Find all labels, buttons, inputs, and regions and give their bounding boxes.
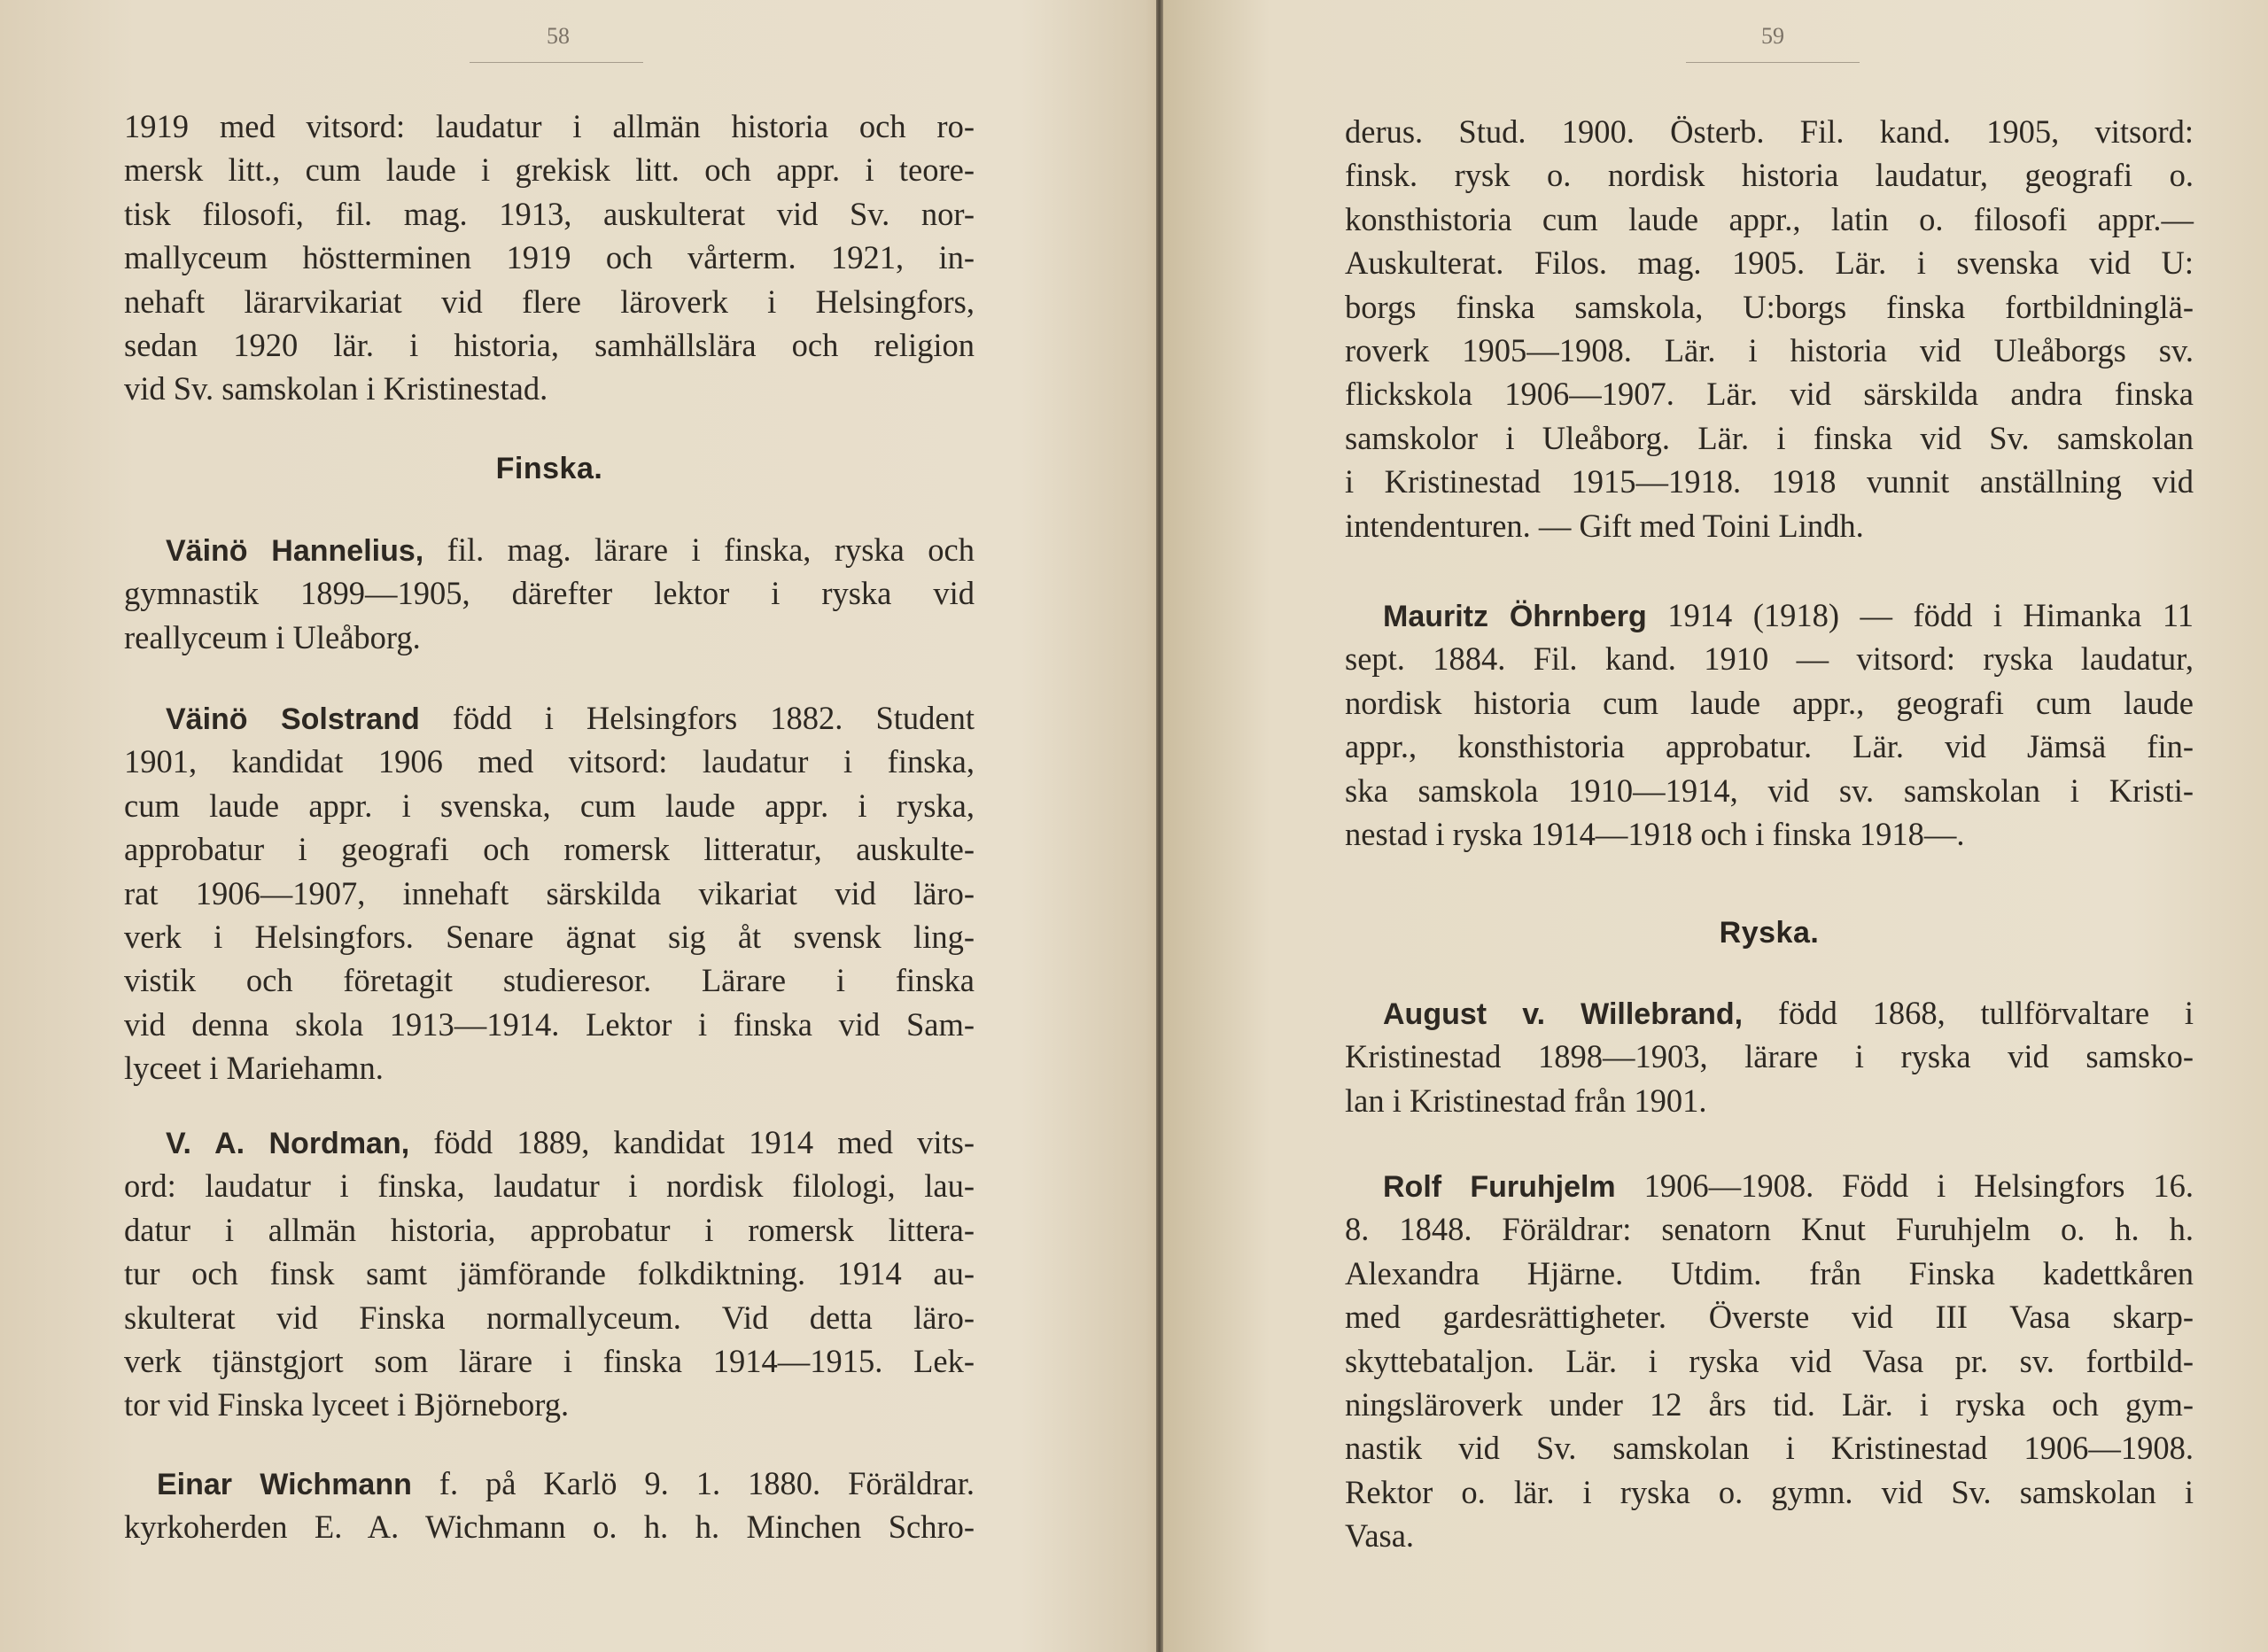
text-line: intendenturen. — Gift med Toini Lindh. [1345, 507, 1864, 544]
page-number: 58 [547, 23, 570, 49]
text-line: nestad i ryska 1914—1918 och i finska 1918—. [1345, 815, 1965, 852]
person-name: Väinö Solstrand [166, 702, 420, 736]
text-line: tisk filosofi, fil. mag. 1913, auskulterat vid Sv. nor- [124, 195, 975, 232]
text-line: Väinö Solstrand född i Helsingfors 1882. Student [166, 700, 975, 736]
text-line: Rektor o. lär. i ryska o. gymn. vid Sv. samskolan i [1345, 1473, 2194, 1510]
text-line: i Kristinestad 1915—1918. 1918 vunnit anställning vid [1345, 463, 2194, 500]
text-line: finsk. rysk o. nordisk historia laudatur, geografi o. [1345, 157, 2194, 194]
text-line: Väinö Hannelius, fil. mag. lärare i finska, ryska och [166, 531, 975, 568]
text-line: 1901, kandidat 1906 med vitsord: laudatur i finska, [124, 743, 975, 780]
person-name: Einar Wichmann [157, 1468, 412, 1501]
text-line: mersk litt., cum laude i grekisk litt. och appr. i teore- [124, 151, 975, 189]
text-line: ningsläroverk under 12 års tid. Lär. i ryska och gym- [1345, 1385, 2194, 1423]
text-line: roverk 1905—1908. Lär. i historia vid Uleåborgs sv. [1345, 331, 2194, 368]
text-line: Kristinestad 1898—1903, lärare i ryska vid samsko- [1345, 1038, 2194, 1075]
text-line: Auskulterat. Filos. mag. 1905. Lär. i svenska vid U: [1345, 244, 2194, 282]
text-line: vid Sv. samskolan i Kristinestad. [124, 370, 548, 407]
person-name: Väinö Hannelius, [166, 534, 424, 568]
text-line: approbatur i geografi och romersk litteratur, auskulte- [124, 831, 975, 868]
section-heading: Finska. [495, 452, 603, 485]
text-line: derus. Stud. 1900. Österb. Fil. kand. 1905, vitsord: [1345, 113, 2194, 150]
text-line: August v. Willebrand, född 1868, tullförvaltare i [1383, 995, 2194, 1031]
right-page [1163, 0, 2268, 1652]
text-line: reallyceum i Uleåborg. [124, 618, 421, 655]
paragraph [124, 105, 975, 411]
text-line: Einar Wichmann f. på Karlö 9. 1. 1880. Föräldrar. [157, 1465, 975, 1501]
text-line: datur i allmän historia, approbatur i romersk littera- [124, 1211, 975, 1248]
entry-paragraph [124, 696, 975, 1090]
paragraph [1345, 110, 2194, 547]
text-line: gymnastik 1899—1905, därefter lektor i ryska vid [124, 575, 975, 612]
text-line: konsthistoria cum laude appr., latin o. filosofi appr.— [1345, 200, 2194, 237]
text-line: flickskola 1906—1907. Lär. vid särskilda andra finska [1345, 376, 2194, 413]
text-line: lyceet i Mariehamn. [124, 1050, 384, 1087]
text-line: Alexandra Hjärne. Utdim. från Finska kadettkåren [1345, 1254, 2194, 1291]
entry-paragraph [1345, 991, 2194, 1122]
text-line: med gardesrättigheter. Överste vid III Vasa skarp- [1345, 1299, 2194, 1336]
text-line: appr., konsthistoria approbatur. Lär. vid Jämsä fin- [1345, 728, 2194, 765]
text-line: mallyceum höstterminen 1919 och vårterm. 1921, in- [124, 239, 975, 276]
book-gutter [1156, 0, 1163, 1652]
text-line: samskolor i Uleåborg. Lär. i finska vid Sv. samskolan [1345, 419, 2194, 456]
text-line: verk i Helsingfors. Senare ägnat sig åt svensk ling- [124, 918, 975, 955]
text-line: sedan 1920 lär. i historia, samhällslära och religion [124, 326, 975, 363]
entry-paragraph [124, 1462, 975, 1549]
text-line: skulterat vid Finska normallyceum. Vid detta läro- [124, 1299, 975, 1336]
text-line: verk tjänstgjort som lärare i finska 1914—1915. Lek- [124, 1342, 975, 1379]
text-line: tor vid Finska lyceet i Björneborg. [124, 1386, 570, 1423]
text-line: lan i Kristinestad från 1901. [1345, 1082, 1707, 1119]
text-line: sept. 1884. Fil. kand. 1910 — vitsord: ryska laudatur, [1345, 640, 2194, 678]
text-line: kyrkoherden E. A. Wichmann o. h. h. Minchen Schro- [124, 1509, 975, 1546]
person-name: Rolf Furuhjelm [1383, 1170, 1616, 1204]
header-rule [1686, 62, 1860, 63]
text-line: nordisk historia cum laude appr., geografi cum laude [1345, 684, 2194, 721]
text-line: ord: laudatur i finska, laudatur i nordisk filologi, lau- [124, 1167, 975, 1205]
text-line: ska samskola 1910—1914, vid sv. samskolan i Kristi- [1345, 772, 2194, 809]
text-line: tur och finsk samt jämförande folkdiktning. 1914 au- [124, 1255, 975, 1292]
text-line: Mauritz Öhrnberg 1914 (1918) — född i Himanka 11 [1383, 597, 2194, 633]
entry-paragraph [124, 528, 975, 659]
person-name: Mauritz Öhrnberg [1383, 600, 1647, 633]
entry-paragraph [1345, 1164, 2194, 1558]
text-line: skyttebataljon. Lär. i ryska vid Vasa pr. sv. fortbild- [1345, 1342, 2194, 1379]
entry-paragraph [1345, 593, 2194, 856]
text-line: rat 1906—1907, innehaft särskilda vikariat vid läro- [124, 874, 975, 911]
text-line: 1919 med vitsord: laudatur i allmän historia och ro- [124, 108, 975, 144]
text-line: Rolf Furuhjelm 1906—1908. Född i Helsingfors 16. [1383, 1167, 2194, 1204]
page-number: 59 [1761, 23, 1784, 49]
text-line: vid denna skola 1913—1914. Lektor i finska vid Sam- [124, 1005, 975, 1043]
header-rule [470, 62, 643, 63]
section-heading: Ryska. [1719, 916, 1820, 950]
text-line: V. A. Nordman, född 1889, kandidat 1914 med vits- [166, 1124, 975, 1160]
text-line: nastik vid Sv. samskolan i Kristinestad 1906—1908. [1345, 1430, 2194, 1467]
text-line: vistik och företagit studieresor. Lärare i finska [124, 962, 975, 999]
text-line: 8. 1848. Föräldrar: senatorn Knut Furuhjelm o. h. h. [1345, 1211, 2194, 1248]
person-name: V. A. Nordman, [166, 1127, 410, 1160]
person-name: August v. Willebrand, [1383, 997, 1744, 1031]
entry-paragraph [124, 1121, 975, 1427]
text-line: borgs finska samskola, U:borgs finska fortbildninglä- [1345, 288, 2194, 325]
text-line: cum laude appr. i svenska, cum laude appr. i ryska, [124, 787, 975, 824]
text-line: Vasa. [1345, 1517, 1415, 1555]
text-line: nehaft lärarvikariat vid flere läroverk i Helsingfors, [124, 283, 975, 320]
